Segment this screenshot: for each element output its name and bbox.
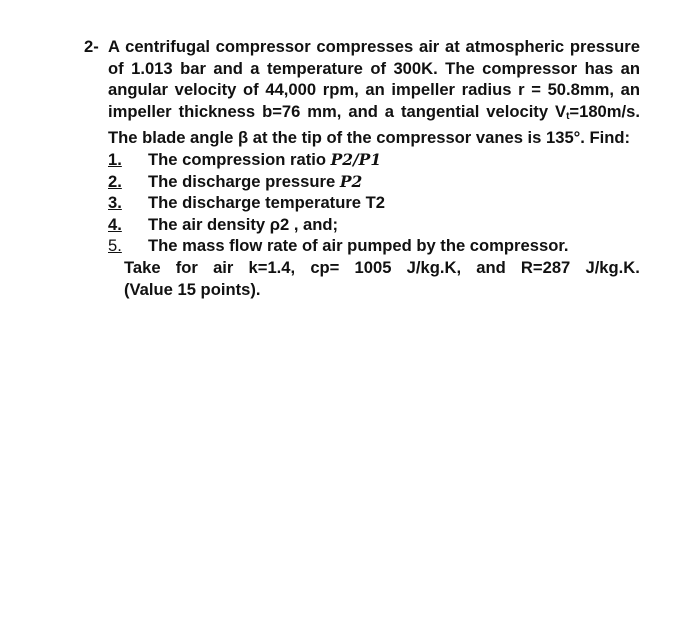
problem-statement — [84, 36, 640, 149]
constants-word: for — [175, 257, 198, 277]
statement-text-part2: =180m/s. The blade angle β at the tip of the compressor vanes is 135°. Find: — [108, 101, 640, 148]
problem-block — [84, 36, 640, 300]
list-item-index: 3. — [108, 193, 122, 213]
list-item-index: 1. — [108, 149, 122, 169]
list-item-emphasis: P2/P1 — [330, 149, 382, 169]
constants-word: 1005 — [354, 257, 392, 277]
constants-word: k=1.4, — [248, 257, 296, 277]
list-item — [108, 171, 640, 193]
list-item-text: The mass flow rate of air pumped by the compressor. — [148, 236, 569, 256]
list-item-text: The discharge pressure — [148, 171, 340, 191]
constants-word: air — [213, 257, 234, 277]
constants-word: J/kg.K, — [406, 257, 462, 277]
list-item-index: 5. — [108, 236, 122, 256]
list-item — [108, 235, 640, 257]
statement-text-part1: A centrifugal compressor compresses air at atmospheric pressure of 1.013 bar and a temperature of 300K. The compressor has an angular velocity of 44,000 rpm, an impeller radius r = 50.8mm, an impeller thickness b=76 mm, and a tangential velocity V — [108, 37, 640, 121]
constants-word: R=287 — [520, 257, 571, 277]
list-item — [108, 192, 640, 214]
velocity-subscript: t — [566, 110, 570, 122]
list-item-text: The compression ratio — [148, 149, 331, 169]
list-item-index: 2. — [108, 171, 122, 191]
list-item-emphasis: P2 — [339, 171, 363, 191]
constants-word: Take — [124, 257, 161, 277]
list-item — [108, 214, 640, 236]
constants-line — [124, 257, 640, 279]
list-item-index: 4. — [108, 214, 122, 234]
value-note: (Value 15 points). — [124, 279, 261, 299]
problem-number: 2- — [84, 37, 99, 56]
find-list — [84, 149, 640, 257]
constants-note — [84, 257, 640, 300]
list-item-text: The air density ρ2 , and; — [148, 214, 339, 234]
list-item-text: The discharge temperature T2 — [148, 193, 385, 213]
constants-word: and — [476, 257, 506, 277]
constants-word: cp= — [310, 257, 340, 277]
list-item — [108, 149, 640, 171]
constants-word: J/kg.K. — [585, 257, 640, 277]
